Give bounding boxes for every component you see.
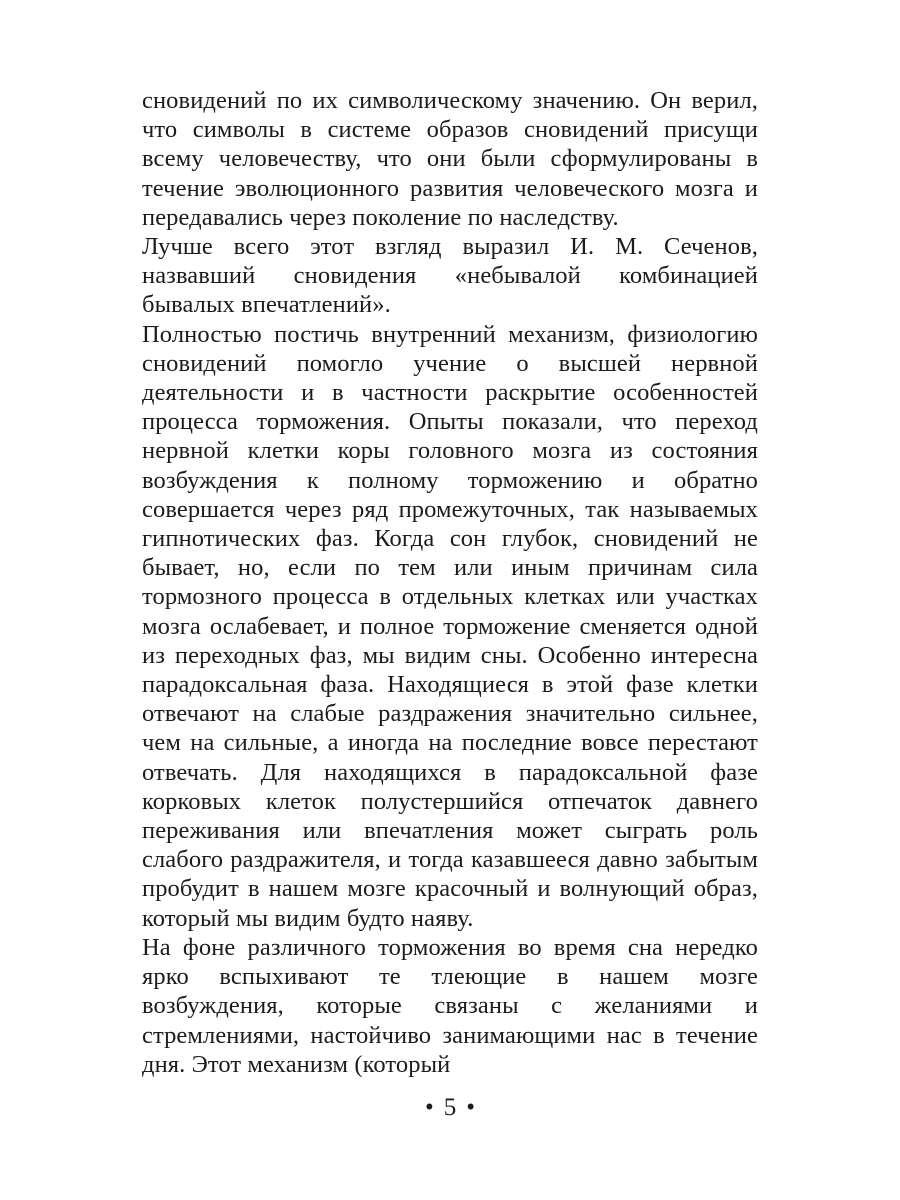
paragraph-2: Лучше всего этот взгляд выразил И. М. Сеченов, назвавший сновидения «небывалой комбинацией бывалых впечатлений». [142,233,758,319]
page-number-left-dot: • [424,1094,434,1121]
body-text [142,86,758,1079]
paragraph-4: На фоне различного торможения во время сна нередко ярко вспыхивают те тлеющие в нашем мозге возбуждения, которые связаны с желаниями и стремлениями, настойчиво занимающими нас в течение дня. Этот механизм (который [142,933,758,1078]
page-number-right-dot: • [466,1094,476,1121]
page-number-value: 5 [443,1094,457,1121]
page-number [0,1093,900,1123]
paragraph-3: Полностью постичь внутренний механизм, физиологию сновидений помогло учение о высшей нервной деятельности и в частности раскрытие особенностей процесса торможения. Опыты показали, что переход нервной клетки коры головного мозга из состояния возбуждения к полному торможению и обратно совершается через ряд промежуточных, так называемых гипнотических фаз. Когда сон глубок, сновидений не бывает, но, если по тем или иным причинам сила тормозного процесса в отдельных клетках или участках мозга ослабевает, и полное торможение сменяется одной из переходных фаз, мы видим сны. Особенно интересна парадоксальная фаза. Находящиеся в этой фазе клетки отвечают на слабые раздражения значительно сильнее, чем на сильные, а иногда на последние вовсе перестают отвечать. Для находящихся в парадоксальной фазе корковых клеток полустершийся отпечаток давнего переживания или впечатления может сыграть роль слабого раздражителя, и тогда казавшееся давно забытым пробудит в нашем мозге красочный и волнующий образ, который мы видим будто наяву. [142,320,758,932]
paragraph-1: сновидений по их символическому значению. Он верил, что символы в системе образов сновидений присущи всему человечеству, что они были сформулированы в течение эволюционного развития человеческого мозга и передавались через поколение по наследству. [142,87,758,231]
